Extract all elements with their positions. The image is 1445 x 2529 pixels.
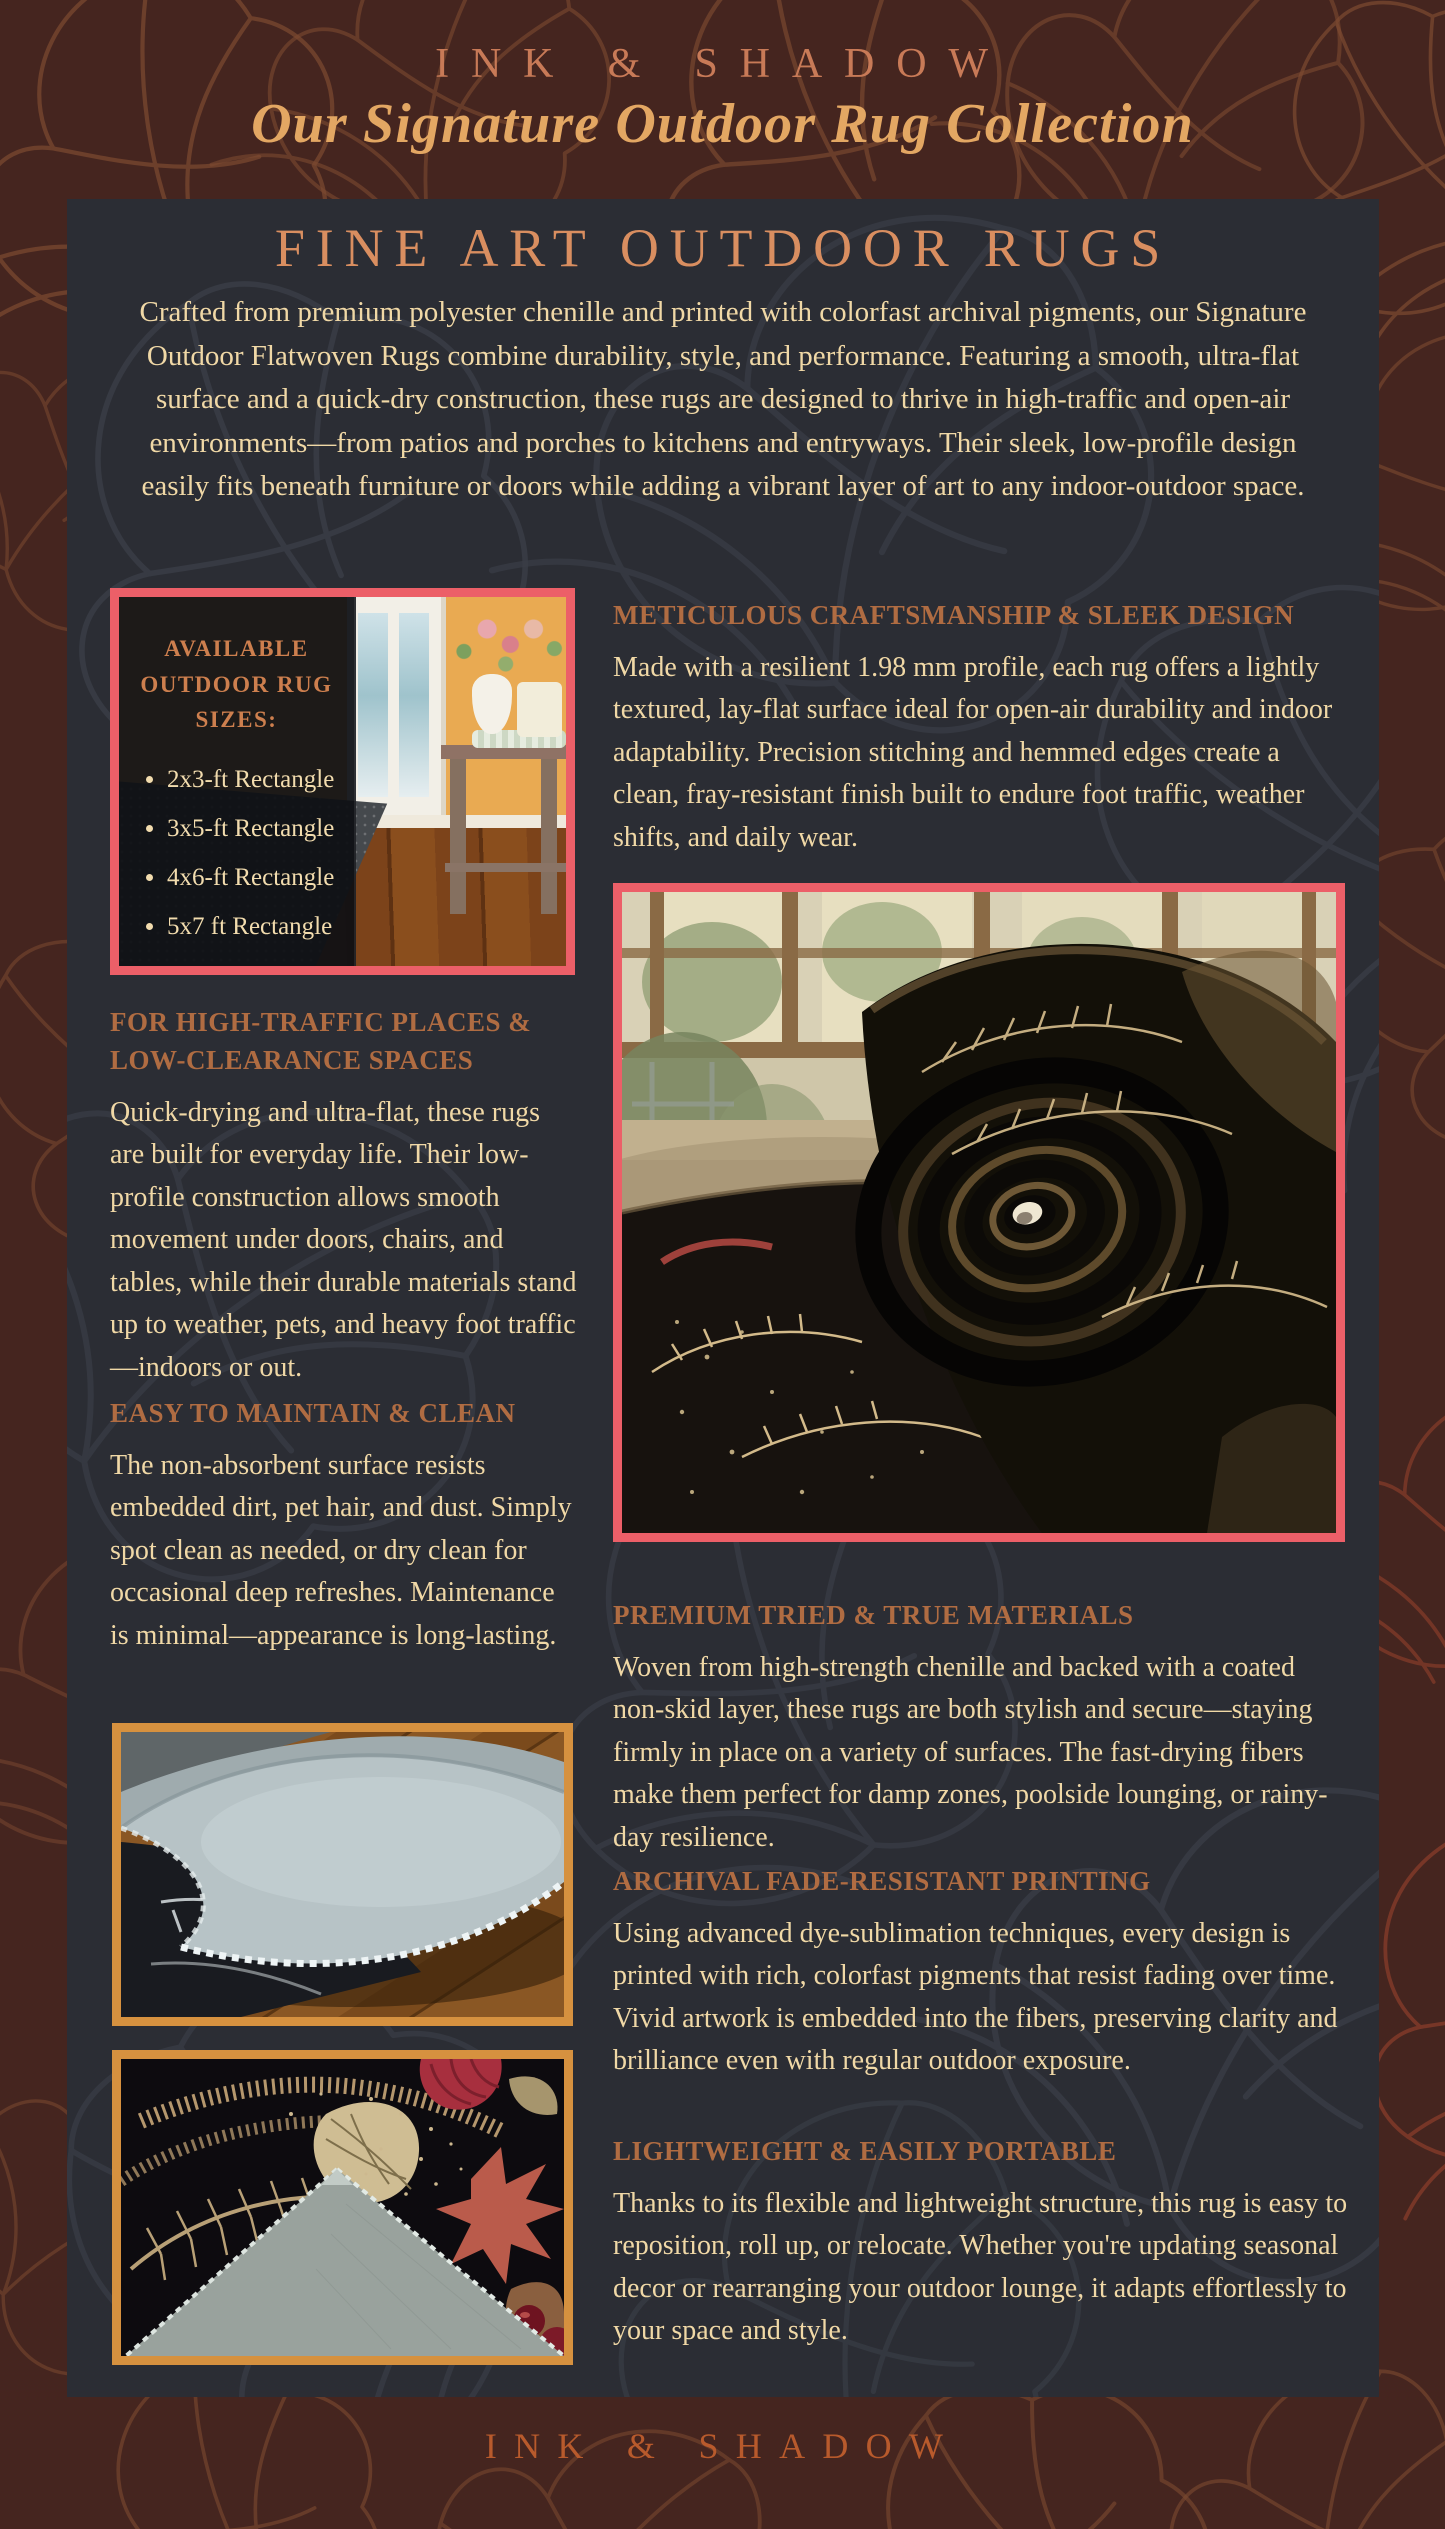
main-panel <box>67 199 1379 2397</box>
size-item: • 2x3-ft Rectangle <box>167 766 340 794</box>
section-high-traffic <box>110 1004 578 1389</box>
planter <box>517 682 562 737</box>
entryway-photo-frame <box>110 588 575 975</box>
size-item: • 5x7 ft Rectangle <box>167 913 340 941</box>
rolled-rug-photo-frame <box>613 883 1345 1542</box>
sizes-heading: AVAILABLE OUTDOOR RUG SIZES: <box>140 636 333 733</box>
section-body: Thanks to its flexible and lightweight structure, this rug is easy to reposition, roll up, or relocate. Whether you're updating seasonal decor or rearranging your outdoor lounge, it adapts effortlessly to your space and style. <box>613 2187 1348 2347</box>
door-glass <box>399 613 429 798</box>
entryway-photo <box>119 597 566 966</box>
brand-wordmark: INK & SHADOW <box>435 41 1010 87</box>
size-item: • 3x5-ft Rectangle <box>167 815 340 843</box>
sizes-list <box>139 766 340 941</box>
folded-rug-photo-frame <box>112 1723 573 2026</box>
footer-wordmark: INK & SHADOW <box>484 2426 961 2466</box>
collection-subtitle: Our Signature Outdoor Rug Collection <box>251 93 1194 155</box>
section-body: Quick-drying and ultra-flat, these rugs are built for everyday life. Their low-profile construction allows smooth movement under doors, chairs, and tables, while their durable materials stand up to weather, pets, and heavy foot traffic—indoors or out. <box>110 1096 577 1383</box>
section-craftsmanship <box>613 597 1349 860</box>
folded-rug-photo <box>121 1732 564 2017</box>
size-item: • 4x6-ft Rectangle <box>167 864 340 892</box>
section-heading: FOR HIGH-TRAFFIC PLACES & LOW-CLEARANCE SPACES <box>110 1007 532 1075</box>
section-heading: EASY TO MAINTAIN & CLEAN <box>110 1398 516 1428</box>
rolled-rug-photo <box>622 892 1336 1533</box>
vase <box>472 674 512 733</box>
door <box>347 597 446 822</box>
table-leg <box>541 759 557 914</box>
section-portable <box>613 2133 1349 2353</box>
section-heading: PREMIUM TRIED & TRUE MATERIALS <box>613 1600 1134 1630</box>
sizes-overlay <box>119 597 356 966</box>
section-printing <box>613 1863 1349 2083</box>
table-shelf <box>445 863 566 873</box>
section-body: The non-absorbent surface resists embedded dirt, pet hair, and dust. Simply spot clean as needed, or dry clean for occasional deep refreshes. Maintenance is minimal—appearance is long-lasting. <box>110 1449 572 1651</box>
section-heading: METICULOUS CRAFTSMANSHIP & SLEEK DESIGN <box>613 600 1295 630</box>
section-heading: LIGHTWEIGHT & EASILY PORTABLE <box>613 2136 1117 2166</box>
section-materials <box>613 1597 1349 1860</box>
page-title: FINE ART OUTDOOR RUGS <box>274 218 1172 278</box>
section-body: Made with a resilient 1.98 mm profile, each rug offers a lightly textured, lay-flat surface ideal for open-air durability and indoor adaptability. Precision stitching and hemmed edges create a clean, fray-resistant finish built to endure foot traffic, weather shifts, and daily wear. <box>613 651 1333 853</box>
intro-paragraph: Crafted from premium polyester chenille and printed with colorfast archival pigments, our Signature Outdoor Flatwoven Rugs combine durability, style, and performance. Featuring a smooth, ultra-flat surface and a quick-dry construction, these rugs are designed to thrive in high-traffic and open-air environments—from patios and porches to kitchens and entryways. Their sleek, low-profile design easily fits beneath furniture or doors while adding a vibrant layer of art to any indoor-outdoor space. <box>139 296 1307 502</box>
flowers <box>450 608 566 678</box>
rug-corner-photo <box>121 2059 564 2356</box>
section-maintain <box>110 1395 578 1658</box>
section-body: Woven from high-strength chenille and backed with a coated non-skid layer, these rugs are both stylish and secure—staying firmly in place on a variety of surfaces. The fast-drying fibers make them perfect for damp zones, poolside lounging, or rainy-day resilience. <box>613 1651 1328 1853</box>
table-leg <box>450 759 466 914</box>
section-heading: ARCHIVAL FADE-RESISTANT PRINTING <box>613 1866 1151 1896</box>
section-body: Using advanced dye-sublimation techniques, every design is printed with rich, colorfast pigments that resist fading over time. Vivid artwork is embedded into the fibers, preserving clarity and brilliance even with regular outdoor exposure. <box>613 1917 1338 2077</box>
rug-corner-photo-frame <box>112 2050 573 2365</box>
door-glass <box>358 613 388 798</box>
